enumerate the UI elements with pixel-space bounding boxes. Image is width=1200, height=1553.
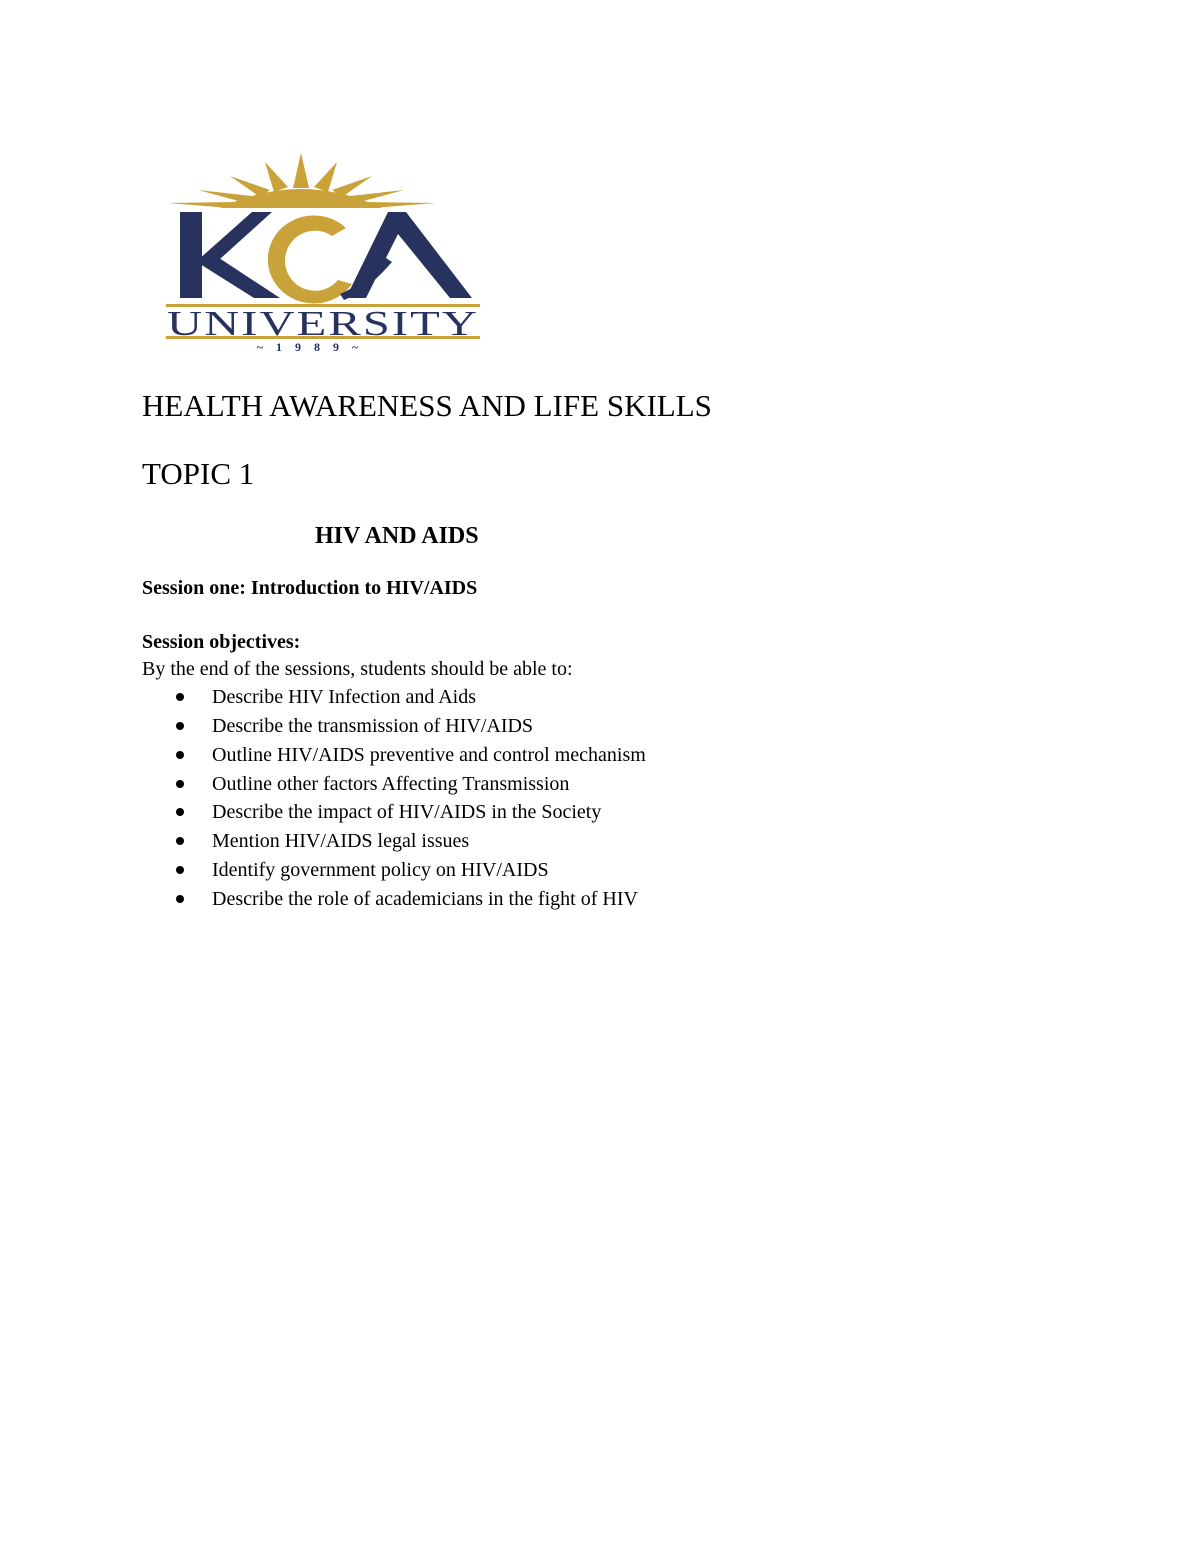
topic-title: HIV AND AIDS bbox=[315, 523, 479, 549]
course-title: HEALTH AWARENESS AND LIFE SKILLS bbox=[142, 388, 712, 423]
objective-text: Outline HIV/AIDS preventive and control mechanism bbox=[212, 743, 646, 766]
objective-text: Describe the impact of HIV/AIDS in the Society bbox=[212, 801, 602, 824]
logo-university-text: UNIVERSITY bbox=[167, 304, 479, 343]
objective-text: Outline other factors Affecting Transmission bbox=[212, 772, 570, 795]
letter-k-icon bbox=[180, 212, 280, 298]
session-title: Session one: Introduction to HIV/AIDS bbox=[142, 577, 478, 599]
bullet-icon bbox=[176, 895, 184, 903]
bullet-icon bbox=[176, 693, 184, 701]
bullet-icon bbox=[176, 780, 184, 788]
objective-text: Mention HIV/AIDS legal issues bbox=[212, 830, 470, 853]
objective-text: Identify government policy on HIV/AIDS bbox=[212, 859, 549, 882]
kca-university-logo bbox=[160, 148, 490, 358]
sunburst-icon bbox=[168, 153, 436, 208]
logo-year-text: ~ 1 9 8 9 ~ bbox=[256, 340, 364, 354]
bullet-icon bbox=[176, 808, 184, 816]
objective-text: Describe the transmission of HIV/AIDS bbox=[212, 714, 534, 737]
bullet-icon bbox=[176, 866, 184, 874]
objectives-heading: Session objectives: bbox=[142, 631, 301, 653]
topic-label: TOPIC 1 bbox=[142, 456, 255, 491]
objective-text: Describe HIV Infection and Aids bbox=[212, 686, 477, 708]
objectives-intro: By the end of the sessions, students should be able to: bbox=[142, 658, 573, 680]
bullet-icon bbox=[176, 837, 184, 845]
bullet-icon bbox=[176, 751, 184, 759]
letter-c-icon bbox=[268, 215, 352, 303]
bullet-icon bbox=[176, 722, 184, 730]
letter-a-icon bbox=[340, 212, 472, 300]
objective-text: Describe the role of academicians in the fight of HIV bbox=[212, 887, 638, 910]
kca-logo-graphic bbox=[160, 148, 490, 358]
